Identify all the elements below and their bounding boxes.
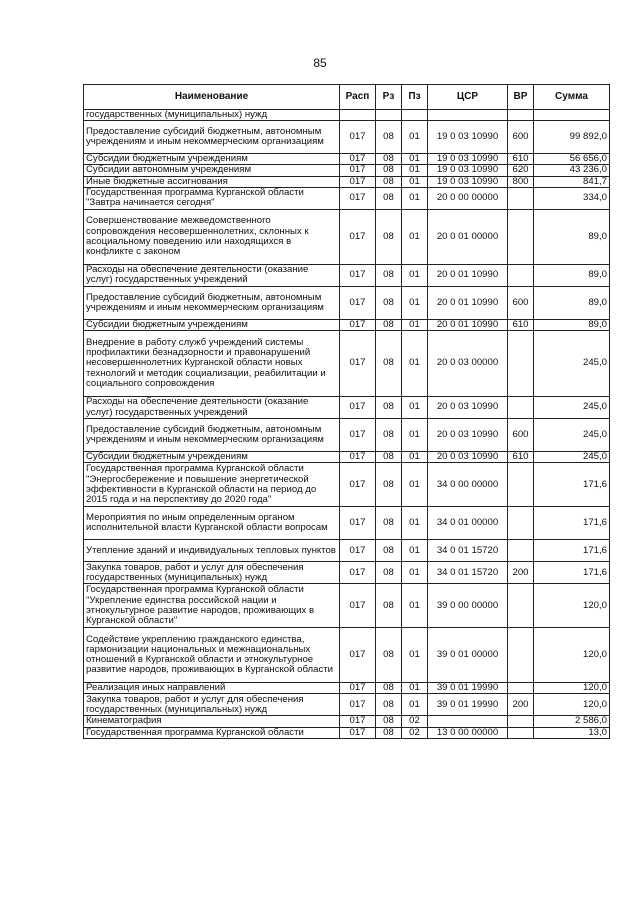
table-row <box>84 121 610 154</box>
table-body <box>84 110 610 739</box>
cell-name: Предоставление субсидий бюджетным, автономным учреждениям и иным некоммерческим организациям <box>84 419 340 452</box>
cell-csr: 20 0 03 10990 <box>428 452 508 463</box>
cell-rz: 08 <box>376 165 402 176</box>
cell-vr <box>508 463 534 507</box>
cell-csr: 34 0 01 00000 <box>428 507 508 540</box>
cell-pz: 01 <box>402 319 428 330</box>
cell-rz: 08 <box>376 463 402 507</box>
cell-csr: 19 0 03 10990 <box>428 121 508 154</box>
cell-sum: 841,7 <box>534 176 610 187</box>
cell-sum: 171,6 <box>534 463 610 507</box>
cell-name: Мероприятия по иным определенным органом исполнительной власти Курганской области вопросам <box>84 507 340 540</box>
cell-rz: 08 <box>376 154 402 165</box>
cell-vr <box>508 584 534 628</box>
cell-pz: 01 <box>402 584 428 628</box>
cell-pz: 01 <box>402 628 428 683</box>
cell-name: Содействие укреплению гражданского единства, гармонизации национальных и межнациональных отношений в Курганской области и этнокультурное развитие народов, проживающих в Курганской области <box>84 628 340 683</box>
cell-csr: 20 0 03 10990 <box>428 419 508 452</box>
cell-rasp: 017 <box>340 154 376 165</box>
cell-rz: 08 <box>376 176 402 187</box>
cell-vr: 620 <box>508 165 534 176</box>
table-row <box>84 419 610 452</box>
table-row <box>84 716 610 727</box>
table-row <box>84 331 610 397</box>
cell-pz: 02 <box>402 727 428 738</box>
table-row <box>84 319 610 330</box>
cell-name: Субсидии бюджетным учреждениям <box>84 154 340 165</box>
page-number: 85 <box>313 56 327 70</box>
cell-rz: 08 <box>376 716 402 727</box>
cell-sum: 245,0 <box>534 452 610 463</box>
table-row <box>84 694 610 716</box>
cell-name: Закупка товаров, работ и услуг для обеспечения государственных (муниципальных) нужд <box>84 562 340 584</box>
cell-csr: 39 0 01 19990 <box>428 694 508 716</box>
cell-csr: 20 0 01 00000 <box>428 209 508 264</box>
cell-csr: 19 0 03 10990 <box>428 154 508 165</box>
cell-vr <box>508 331 534 397</box>
cell-sum: 43 236,0 <box>534 165 610 176</box>
cell-name: Внедрение в работу служб учреждений системы профилактики безнадзорности и правонарушений несовершеннолетних Курганской области новых технологий и методик социализации, реабилитации и социального сопровождения <box>84 331 340 397</box>
table-row <box>84 463 610 507</box>
cell-vr: 610 <box>508 319 534 330</box>
cell-pz: 01 <box>402 187 428 209</box>
cell-rasp: 017 <box>340 264 376 286</box>
cell-vr <box>508 264 534 286</box>
cell-rasp: 017 <box>340 683 376 694</box>
cell-csr <box>428 110 508 121</box>
cell-name: Расходы на обеспечение деятельности (оказание услуг) государственных учреждений <box>84 264 340 286</box>
cell-csr: 13 0 00 00000 <box>428 727 508 738</box>
cell-rasp: 017 <box>340 584 376 628</box>
cell-rasp: 017 <box>340 121 376 154</box>
header-rz: Рз <box>376 85 402 110</box>
table-row <box>84 187 610 209</box>
cell-rasp: 017 <box>340 628 376 683</box>
header-rasp: Расп <box>340 85 376 110</box>
table-row <box>84 507 610 540</box>
cell-rz: 08 <box>376 694 402 716</box>
cell-vr <box>508 110 534 121</box>
cell-rasp: 017 <box>340 727 376 738</box>
cell-pz: 01 <box>402 209 428 264</box>
cell-name: Предоставление субсидий бюджетным, автономным учреждениям и иным некоммерческим организациям <box>84 121 340 154</box>
cell-vr <box>508 540 534 562</box>
cell-rasp: 017 <box>340 694 376 716</box>
cell-name: государственных (муниципальных) нужд <box>84 110 340 121</box>
cell-pz: 01 <box>402 264 428 286</box>
cell-rasp: 017 <box>340 562 376 584</box>
cell-vr <box>508 507 534 540</box>
cell-pz: 01 <box>402 397 428 419</box>
cell-vr: 600 <box>508 419 534 452</box>
table-header <box>84 85 610 110</box>
cell-pz: 01 <box>402 694 428 716</box>
table-row <box>84 165 610 176</box>
cell-rz: 08 <box>376 331 402 397</box>
cell-csr: 20 0 03 10990 <box>428 397 508 419</box>
header-name: Наименование <box>84 85 340 110</box>
cell-csr: 34 0 01 15720 <box>428 540 508 562</box>
cell-sum: 171,6 <box>534 540 610 562</box>
cell-pz: 01 <box>402 121 428 154</box>
cell-name: Иные бюджетные ассигнования <box>84 176 340 187</box>
table-row <box>84 584 610 628</box>
cell-sum: 89,0 <box>534 286 610 319</box>
cell-vr <box>508 209 534 264</box>
cell-sum: 56 656,0 <box>534 154 610 165</box>
cell-vr: 600 <box>508 286 534 319</box>
cell-sum: 89,0 <box>534 209 610 264</box>
cell-rz <box>376 110 402 121</box>
cell-rz: 08 <box>376 319 402 330</box>
cell-name: Государственная программа Курганской области "Укрепление единства российской нации и этнокультурное развитие народов, проживающих в Курганской области" <box>84 584 340 628</box>
cell-csr: 19 0 03 10990 <box>428 176 508 187</box>
header-vr: ВР <box>508 85 534 110</box>
table-row <box>84 397 610 419</box>
cell-name: Закупка товаров, работ и услуг для обеспечения государственных (муниципальных) нужд <box>84 694 340 716</box>
cell-rz: 08 <box>376 683 402 694</box>
table-row <box>84 209 610 264</box>
cell-pz: 01 <box>402 540 428 562</box>
header-csr: ЦСР <box>428 85 508 110</box>
header-row <box>84 85 610 110</box>
cell-sum: 2 586,0 <box>534 716 610 727</box>
cell-vr <box>508 187 534 209</box>
cell-rasp: 017 <box>340 331 376 397</box>
cell-pz: 01 <box>402 154 428 165</box>
cell-name: Субсидии бюджетным учреждениям <box>84 452 340 463</box>
cell-rasp <box>340 110 376 121</box>
cell-rz: 08 <box>376 286 402 319</box>
cell-name: Субсидии автономным учреждениям <box>84 165 340 176</box>
cell-pz: 02 <box>402 716 428 727</box>
cell-csr: 39 0 01 00000 <box>428 628 508 683</box>
header-sum: Сумма <box>534 85 610 110</box>
cell-sum: 120,0 <box>534 584 610 628</box>
cell-rasp: 017 <box>340 209 376 264</box>
cell-rz: 08 <box>376 507 402 540</box>
cell-rz: 08 <box>376 628 402 683</box>
cell-rz: 08 <box>376 121 402 154</box>
cell-csr <box>428 716 508 727</box>
cell-vr: 800 <box>508 176 534 187</box>
cell-name: Государственная программа Курганской области <box>84 727 340 738</box>
cell-sum: 245,0 <box>534 331 610 397</box>
cell-pz: 01 <box>402 683 428 694</box>
cell-vr <box>508 683 534 694</box>
cell-rz: 08 <box>376 397 402 419</box>
table-row <box>84 110 610 121</box>
cell-pz: 01 <box>402 507 428 540</box>
cell-vr: 610 <box>508 154 534 165</box>
cell-name: Субсидии бюджетным учреждениям <box>84 319 340 330</box>
cell-sum: 120,0 <box>534 628 610 683</box>
cell-csr: 39 0 00 00000 <box>428 584 508 628</box>
table-row <box>84 264 610 286</box>
cell-csr: 34 0 01 15720 <box>428 562 508 584</box>
cell-name: Реализация иных направлений <box>84 683 340 694</box>
cell-vr: 600 <box>508 121 534 154</box>
cell-name: Предоставление субсидий бюджетным, автономным учреждениям и иным некоммерческим организациям <box>84 286 340 319</box>
cell-sum: 89,0 <box>534 319 610 330</box>
cell-csr: 39 0 01 19990 <box>428 683 508 694</box>
cell-sum: 120,0 <box>534 694 610 716</box>
cell-name: Расходы на обеспечение деятельности (оказание услуг) государственных учреждений <box>84 397 340 419</box>
cell-rasp: 017 <box>340 187 376 209</box>
cell-vr: 610 <box>508 452 534 463</box>
table-row <box>84 727 610 738</box>
cell-rz: 08 <box>376 264 402 286</box>
cell-vr <box>508 628 534 683</box>
cell-rasp: 017 <box>340 507 376 540</box>
cell-vr: 200 <box>508 562 534 584</box>
cell-sum: 245,0 <box>534 397 610 419</box>
cell-vr: 200 <box>508 694 534 716</box>
cell-pz: 01 <box>402 463 428 507</box>
table-row <box>84 540 610 562</box>
cell-rasp: 017 <box>340 452 376 463</box>
cell-rz: 08 <box>376 584 402 628</box>
cell-rasp: 017 <box>340 176 376 187</box>
cell-csr: 20 0 01 10990 <box>428 286 508 319</box>
cell-sum <box>534 110 610 121</box>
table-row <box>84 286 610 319</box>
cell-rz: 08 <box>376 419 402 452</box>
cell-vr <box>508 727 534 738</box>
table-row <box>84 452 610 463</box>
cell-pz: 01 <box>402 165 428 176</box>
cell-rasp: 017 <box>340 286 376 319</box>
table-row <box>84 628 610 683</box>
cell-name: Государственная программа Курганской области "Энергосбережение и повышение энергетической эффективности в Курганской области на период до 2015 года и на перспективу до 2020 года" <box>84 463 340 507</box>
cell-sum: 99 892,0 <box>534 121 610 154</box>
table-row <box>84 562 610 584</box>
cell-rz: 08 <box>376 209 402 264</box>
cell-pz: 01 <box>402 562 428 584</box>
table-row <box>84 154 610 165</box>
cell-rasp: 017 <box>340 716 376 727</box>
cell-rz: 08 <box>376 452 402 463</box>
cell-rasp: 017 <box>340 165 376 176</box>
cell-csr: 34 0 00 00000 <box>428 463 508 507</box>
cell-csr: 20 0 01 10990 <box>428 264 508 286</box>
cell-sum: 13,0 <box>534 727 610 738</box>
cell-rz: 08 <box>376 727 402 738</box>
cell-rasp: 017 <box>340 419 376 452</box>
table-row <box>84 683 610 694</box>
cell-sum: 245,0 <box>534 419 610 452</box>
cell-vr <box>508 716 534 727</box>
cell-csr: 20 0 03 00000 <box>428 331 508 397</box>
cell-name: Утепление зданий и индивидуальных тепловых пунктов <box>84 540 340 562</box>
table-row <box>84 176 610 187</box>
cell-rz: 08 <box>376 187 402 209</box>
cell-pz: 01 <box>402 286 428 319</box>
cell-csr: 19 0 03 10990 <box>428 165 508 176</box>
cell-name: Кинематография <box>84 716 340 727</box>
cell-name: Совершенствование межведомственного сопровождения несовершеннолетних, склонных к асоциальному поведению или находящихся в конфликте с законом <box>84 209 340 264</box>
budget-table <box>83 84 610 739</box>
cell-csr: 20 0 00 00000 <box>428 187 508 209</box>
cell-pz <box>402 110 428 121</box>
cell-rz: 08 <box>376 562 402 584</box>
cell-sum: 334,0 <box>534 187 610 209</box>
cell-pz: 01 <box>402 452 428 463</box>
cell-rasp: 017 <box>340 540 376 562</box>
cell-pz: 01 <box>402 176 428 187</box>
cell-pz: 01 <box>402 331 428 397</box>
cell-rasp: 017 <box>340 463 376 507</box>
cell-csr: 20 0 01 10990 <box>428 319 508 330</box>
cell-sum: 89,0 <box>534 264 610 286</box>
cell-rz: 08 <box>376 540 402 562</box>
cell-sum: 120,0 <box>534 683 610 694</box>
cell-sum: 171,6 <box>534 562 610 584</box>
cell-vr <box>508 397 534 419</box>
cell-pz: 01 <box>402 419 428 452</box>
cell-rasp: 017 <box>340 397 376 419</box>
cell-sum: 171,6 <box>534 507 610 540</box>
cell-name: Государственная программа Курганской области "Завтра начинается сегодня" <box>84 187 340 209</box>
cell-rasp: 017 <box>340 319 376 330</box>
header-pz: Пз <box>402 85 428 110</box>
